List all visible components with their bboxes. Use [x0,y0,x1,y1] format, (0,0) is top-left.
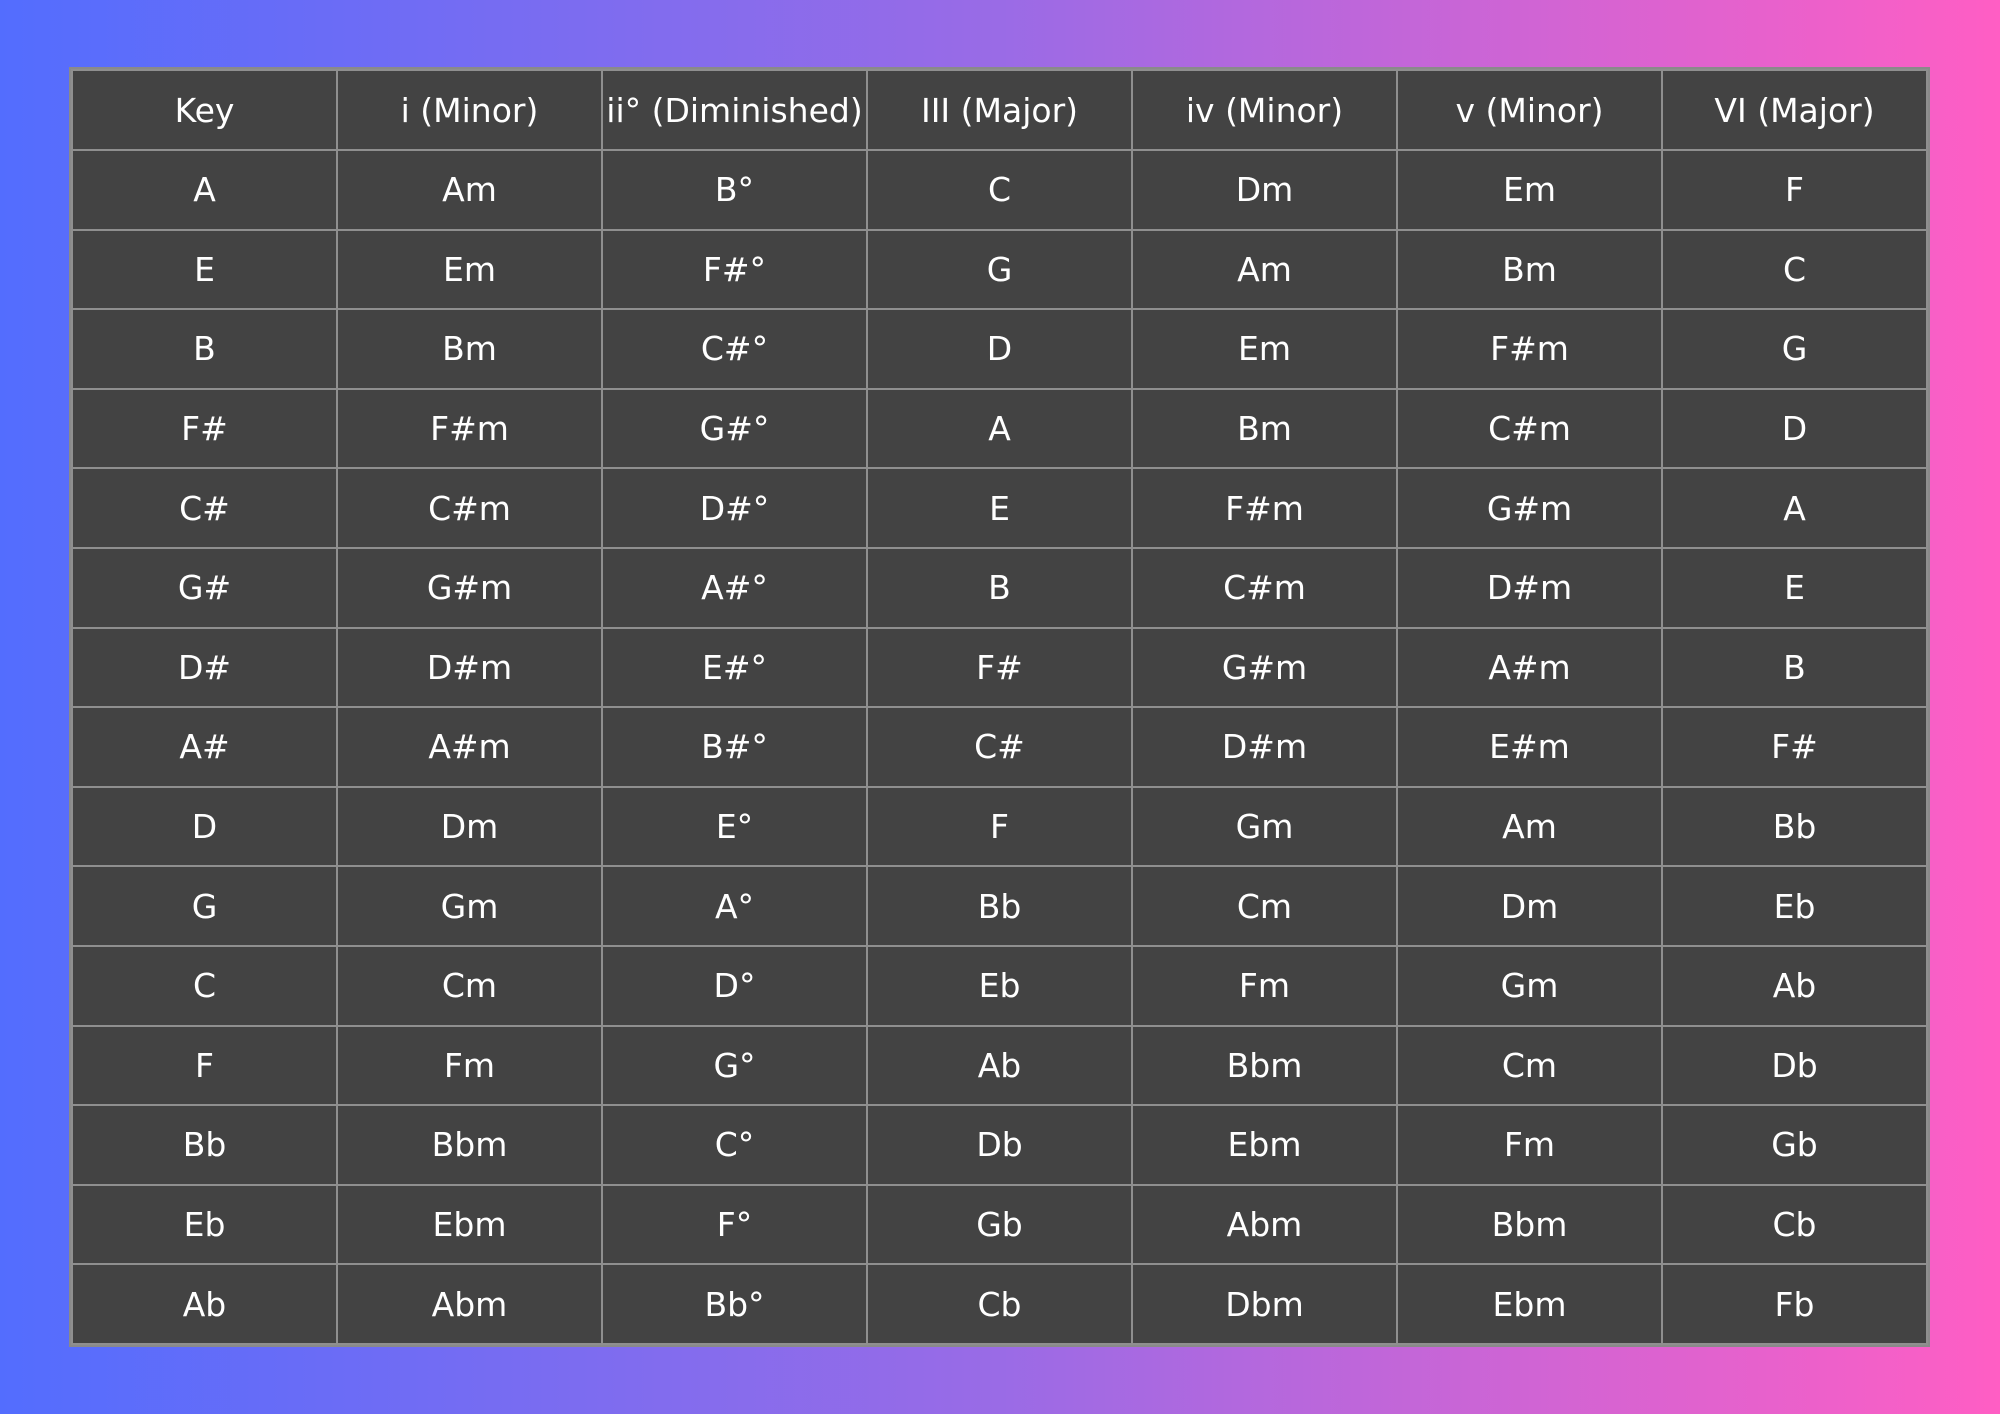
cell-iv-minor: D#m [1132,707,1397,787]
cell-iv-minor: Am [1132,230,1397,310]
cell-key: D [72,787,337,867]
table-row [72,389,1927,469]
cell-iii-major: F [867,787,1132,867]
cell-ii-diminished: F#° [602,230,867,310]
cell-i-minor: A#m [337,707,602,787]
cell-i-minor: Bbm [337,1105,602,1185]
cell-iv-minor: G#m [1132,628,1397,708]
cell-iv-minor: Dm [1132,150,1397,230]
table-row [72,150,1927,230]
table-body [72,150,1927,1344]
cell-i-minor: Ebm [337,1185,602,1265]
cell-vi-major: C [1662,230,1927,310]
cell-v-minor: D#m [1397,548,1662,628]
cell-vi-major: Bb [1662,787,1927,867]
cell-ii-diminished: B#° [602,707,867,787]
cell-v-minor: Gm [1397,946,1662,1026]
cell-iii-major: G [867,230,1132,310]
cell-key: C [72,946,337,1026]
cell-key: C# [72,468,337,548]
cell-key: D# [72,628,337,708]
cell-vi-major: B [1662,628,1927,708]
header-iii-major: III (Major) [867,70,1132,150]
table-row [72,1264,1927,1344]
cell-vi-major: G [1662,309,1927,389]
cell-ii-diminished: D° [602,946,867,1026]
header-v-minor: v (Minor) [1397,70,1662,150]
cell-i-minor: D#m [337,628,602,708]
cell-ii-diminished: B° [602,150,867,230]
cell-iv-minor: Abm [1132,1185,1397,1265]
cell-iii-major: C [867,150,1132,230]
cell-iii-major: Eb [867,946,1132,1026]
cell-i-minor: G#m [337,548,602,628]
cell-iii-major: B [867,548,1132,628]
cell-ii-diminished: A#° [602,548,867,628]
cell-i-minor: Em [337,230,602,310]
table-row [72,787,1927,867]
cell-v-minor: E#m [1397,707,1662,787]
table-row [72,309,1927,389]
cell-iii-major: A [867,389,1132,469]
cell-v-minor: Em [1397,150,1662,230]
cell-v-minor: A#m [1397,628,1662,708]
table-row [72,230,1927,310]
cell-iv-minor: Em [1132,309,1397,389]
cell-iii-major: Ab [867,1026,1132,1106]
header-iv-minor: iv (Minor) [1132,70,1397,150]
table-row [72,628,1927,708]
cell-ii-diminished: G#° [602,389,867,469]
table-header [72,70,1927,150]
cell-iv-minor: Cm [1132,866,1397,946]
table-row [72,548,1927,628]
minor-key-chord-table [71,69,1928,1345]
cell-vi-major: Ab [1662,946,1927,1026]
header-key: Key [72,70,337,150]
cell-v-minor: Bm [1397,230,1662,310]
cell-ii-diminished: E#° [602,628,867,708]
cell-i-minor: Abm [337,1264,602,1344]
cell-vi-major: A [1662,468,1927,548]
cell-vi-major: D [1662,389,1927,469]
cell-key: E [72,230,337,310]
cell-iii-major: Db [867,1105,1132,1185]
cell-key: G# [72,548,337,628]
table-row [72,1105,1927,1185]
cell-v-minor: Ebm [1397,1264,1662,1344]
cell-iv-minor: Bbm [1132,1026,1397,1106]
table-row [72,1026,1927,1106]
cell-key: Eb [72,1185,337,1265]
cell-iii-major: F# [867,628,1132,708]
cell-key: B [72,309,337,389]
cell-v-minor: Am [1397,787,1662,867]
chord-table-container [69,67,1930,1347]
header-row [72,70,1927,150]
cell-vi-major: Fb [1662,1264,1927,1344]
table-row [72,1185,1927,1265]
cell-i-minor: Gm [337,866,602,946]
cell-iii-major: C# [867,707,1132,787]
cell-vi-major: F [1662,150,1927,230]
cell-iii-major: D [867,309,1132,389]
cell-i-minor: Cm [337,946,602,1026]
table-row [72,468,1927,548]
cell-v-minor: Cm [1397,1026,1662,1106]
cell-iv-minor: Dbm [1132,1264,1397,1344]
cell-vi-major: Db [1662,1026,1927,1106]
cell-iv-minor: Bm [1132,389,1397,469]
cell-iv-minor: C#m [1132,548,1397,628]
cell-key: F# [72,389,337,469]
table-row [72,946,1927,1026]
cell-key: Bb [72,1105,337,1185]
cell-i-minor: C#m [337,468,602,548]
table-row [72,866,1927,946]
cell-iii-major: Cb [867,1264,1132,1344]
cell-iv-minor: F#m [1132,468,1397,548]
cell-key: F [72,1026,337,1106]
cell-v-minor: G#m [1397,468,1662,548]
header-ii-diminished: ii° (Diminished) [602,70,867,150]
cell-vi-major: Gb [1662,1105,1927,1185]
cell-v-minor: Dm [1397,866,1662,946]
cell-ii-diminished: C#° [602,309,867,389]
cell-i-minor: Am [337,150,602,230]
cell-i-minor: F#m [337,389,602,469]
cell-vi-major: F# [1662,707,1927,787]
cell-v-minor: F#m [1397,309,1662,389]
cell-ii-diminished: D#° [602,468,867,548]
cell-vi-major: E [1662,548,1927,628]
cell-iii-major: E [867,468,1132,548]
cell-vi-major: Eb [1662,866,1927,946]
cell-v-minor: Fm [1397,1105,1662,1185]
cell-v-minor: Bbm [1397,1185,1662,1265]
header-vi-major: VI (Major) [1662,70,1927,150]
cell-iii-major: Bb [867,866,1132,946]
cell-ii-diminished: A° [602,866,867,946]
header-i-minor: i (Minor) [337,70,602,150]
cell-i-minor: Dm [337,787,602,867]
cell-iv-minor: Gm [1132,787,1397,867]
cell-ii-diminished: F° [602,1185,867,1265]
cell-key: G [72,866,337,946]
cell-ii-diminished: C° [602,1105,867,1185]
cell-vi-major: Cb [1662,1185,1927,1265]
cell-v-minor: C#m [1397,389,1662,469]
cell-i-minor: Fm [337,1026,602,1106]
cell-iii-major: Gb [867,1185,1132,1265]
cell-key: A [72,150,337,230]
cell-ii-diminished: Bb° [602,1264,867,1344]
cell-iv-minor: Ebm [1132,1105,1397,1185]
cell-key: A# [72,707,337,787]
table-row [72,707,1927,787]
cell-ii-diminished: E° [602,787,867,867]
cell-i-minor: Bm [337,309,602,389]
cell-ii-diminished: G° [602,1026,867,1106]
cell-iv-minor: Fm [1132,946,1397,1026]
cell-key: Ab [72,1264,337,1344]
